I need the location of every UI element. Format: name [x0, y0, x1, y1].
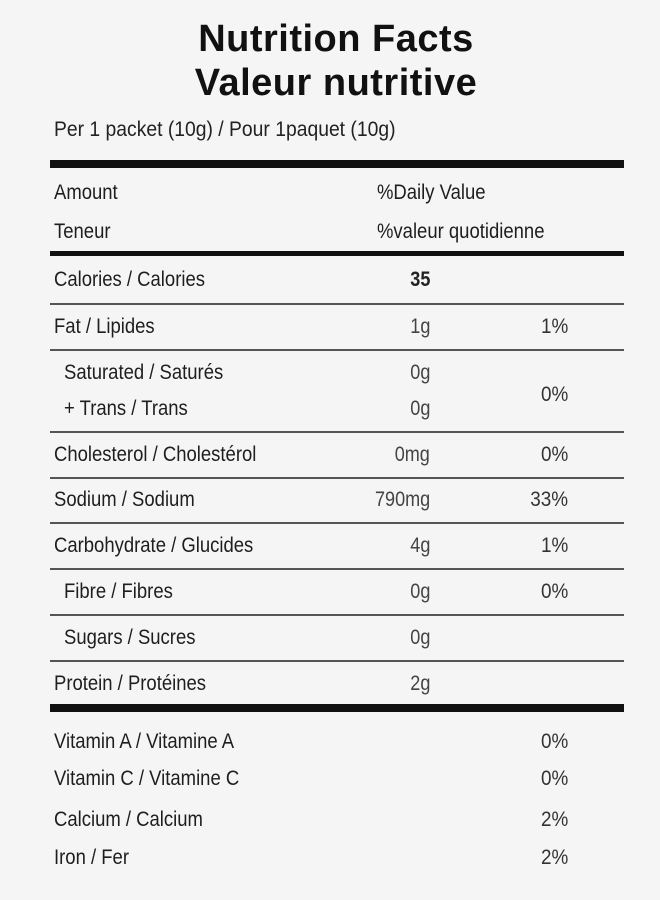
calories-value: 35: [409, 268, 430, 291]
cholesterol-daily-value: 0%: [540, 443, 568, 466]
fat-daily-value: 1%: [540, 315, 568, 338]
divider-medium-header: [50, 251, 624, 256]
protein-amount: 2g: [409, 672, 430, 695]
daily-value-header-fr: %valeur quotidienne: [377, 220, 545, 243]
divider-fat: [50, 349, 624, 351]
sodium-amount: 790mg: [374, 488, 430, 511]
vitamin-a-label: Vitamin A / Vitamine A: [54, 730, 235, 753]
calories-label: Calories / Calories: [54, 268, 205, 291]
divider-calories: [50, 303, 624, 305]
calcium-daily-value: 2%: [540, 808, 568, 831]
protein-label: Protein / Protéines: [54, 672, 207, 695]
carbohydrate-label: Carbohydrate / Glucides: [54, 534, 254, 557]
divider-carbohydrate: [50, 568, 624, 570]
serving-size: Per 1 packet (10g) / Pour 1paquet (10g): [54, 118, 396, 141]
saturated-trans-daily-value: 0%: [540, 383, 568, 406]
cholesterol-amount: 0mg: [394, 443, 430, 466]
fat-label: Fat / Lipides: [54, 315, 155, 338]
divider-thick-vitamins: [50, 704, 624, 712]
trans-label: + Trans / Trans: [64, 397, 188, 420]
vitamin-a-daily-value: 0%: [540, 730, 568, 753]
iron-daily-value: 2%: [540, 846, 568, 869]
title-french: Valeur nutritive: [194, 62, 478, 104]
sodium-label: Sodium / Sodium: [54, 488, 195, 511]
daily-value-header-en: %Daily Value: [377, 181, 486, 204]
divider-thick-top: [50, 160, 624, 168]
vitamin-c-label: Vitamin C / Vitamine C: [54, 767, 240, 790]
divider-fibre: [50, 614, 624, 616]
carbohydrate-daily-value: 1%: [540, 534, 568, 557]
saturated-label: Saturated / Saturés: [64, 361, 224, 384]
saturated-amount: 0g: [409, 361, 430, 384]
fibre-label: Fibre / Fibres: [64, 580, 173, 603]
fibre-amount: 0g: [409, 580, 430, 603]
divider-sugars: [50, 660, 624, 662]
fat-amount: 1g: [409, 315, 430, 338]
title-english: Nutrition Facts: [198, 18, 474, 60]
amount-header-en: Amount: [54, 181, 118, 204]
sodium-daily-value: 33%: [530, 488, 568, 511]
iron-label: Iron / Fer: [54, 846, 129, 869]
carbohydrate-amount: 4g: [409, 534, 430, 557]
sugars-label: Sugars / Sucres: [64, 626, 196, 649]
cholesterol-label: Cholesterol / Cholestérol: [54, 443, 257, 466]
vitamin-c-daily-value: 0%: [540, 767, 568, 790]
calcium-label: Calcium / Calcium: [54, 808, 203, 831]
divider-saturated: [50, 431, 624, 433]
trans-amount: 0g: [409, 397, 430, 420]
divider-cholesterol: [50, 477, 624, 479]
divider-sodium: [50, 522, 624, 524]
amount-header-fr: Teneur: [54, 220, 111, 243]
sugars-amount: 0g: [409, 626, 430, 649]
fibre-daily-value: 0%: [540, 580, 568, 603]
